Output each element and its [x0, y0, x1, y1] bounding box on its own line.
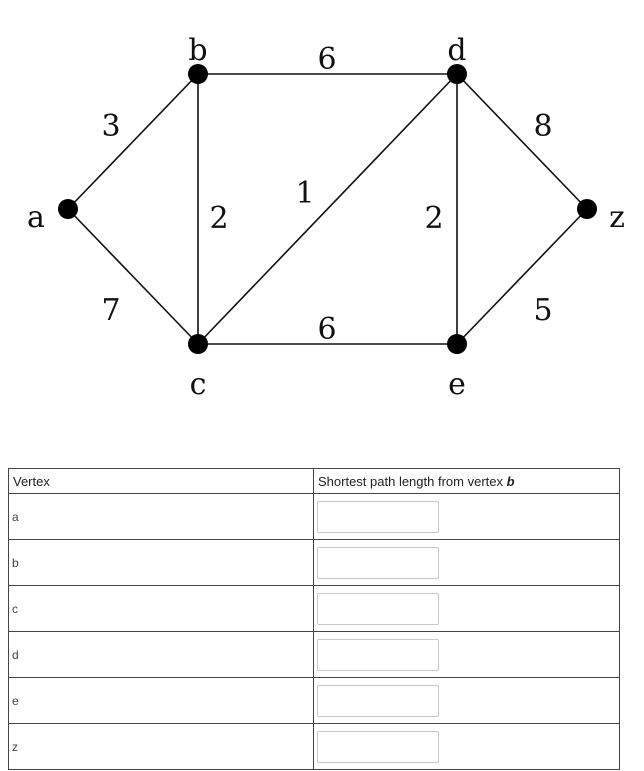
vertex-label-a: a — [27, 200, 45, 235]
vertex-label-z: z — [609, 200, 625, 235]
answer-input-e[interactable] — [317, 685, 439, 717]
answer-input-b[interactable] — [317, 547, 439, 579]
answer-cell — [314, 540, 620, 586]
table-header-row — [9, 469, 620, 494]
vertex-label-e: e — [448, 367, 466, 402]
shortest-path-table — [8, 468, 620, 770]
vertex-label-d: d — [447, 33, 467, 68]
edge-e-z — [457, 209, 587, 344]
answer-input-a[interactable] — [317, 501, 439, 533]
edge-weight-b-c: 2 — [209, 201, 229, 236]
vertex-cell: c — [9, 586, 314, 632]
edge-weight-e-z: 5 — [533, 293, 553, 328]
path-length-column-header — [314, 469, 620, 494]
edge-weight-d-e: 2 — [424, 201, 444, 236]
edge-weight-c-d: 1 — [295, 176, 315, 211]
vertex-cell: d — [9, 632, 314, 678]
answer-input-c[interactable] — [317, 593, 439, 625]
edge-d-z — [457, 74, 587, 209]
table-row — [9, 632, 620, 678]
answer-cell — [314, 724, 620, 770]
vertex-cell: z — [9, 724, 314, 770]
answer-input-d[interactable] — [317, 639, 439, 671]
vertex-cell: a — [9, 494, 314, 540]
vertex-column-header: Vertex — [9, 469, 314, 494]
vertex-a — [58, 199, 78, 219]
vertex-c — [188, 334, 208, 354]
edge-weight-a-b: 3 — [101, 109, 121, 144]
table-row — [9, 586, 620, 632]
edge-a-c — [68, 209, 198, 344]
path-header-text: Shortest path length from vertex — [318, 473, 507, 489]
vertex-e — [447, 334, 467, 354]
answer-input-z[interactable] — [317, 731, 439, 763]
path-header-source-vertex: b — [506, 473, 515, 489]
vertex-cell: e — [9, 678, 314, 724]
answer-cell — [314, 678, 620, 724]
edge-c-d — [198, 74, 457, 344]
edge-weight-a-c: 7 — [101, 293, 121, 328]
edge-weight-d-z: 8 — [533, 109, 553, 144]
table-row — [9, 678, 620, 724]
edge-a-b — [68, 74, 198, 209]
answer-cell — [314, 586, 620, 632]
vertex-label-b: b — [188, 33, 208, 68]
table-row — [9, 540, 620, 586]
answer-cell — [314, 632, 620, 678]
table-row — [9, 494, 620, 540]
table-row — [9, 724, 620, 770]
vertex-cell: b — [9, 540, 314, 586]
vertex-label-c: c — [189, 367, 207, 402]
vertex-z — [577, 199, 597, 219]
answer-cell — [314, 494, 620, 540]
edge-weight-c-e: 6 — [317, 312, 337, 347]
edge-weight-b-d: 6 — [317, 42, 337, 77]
